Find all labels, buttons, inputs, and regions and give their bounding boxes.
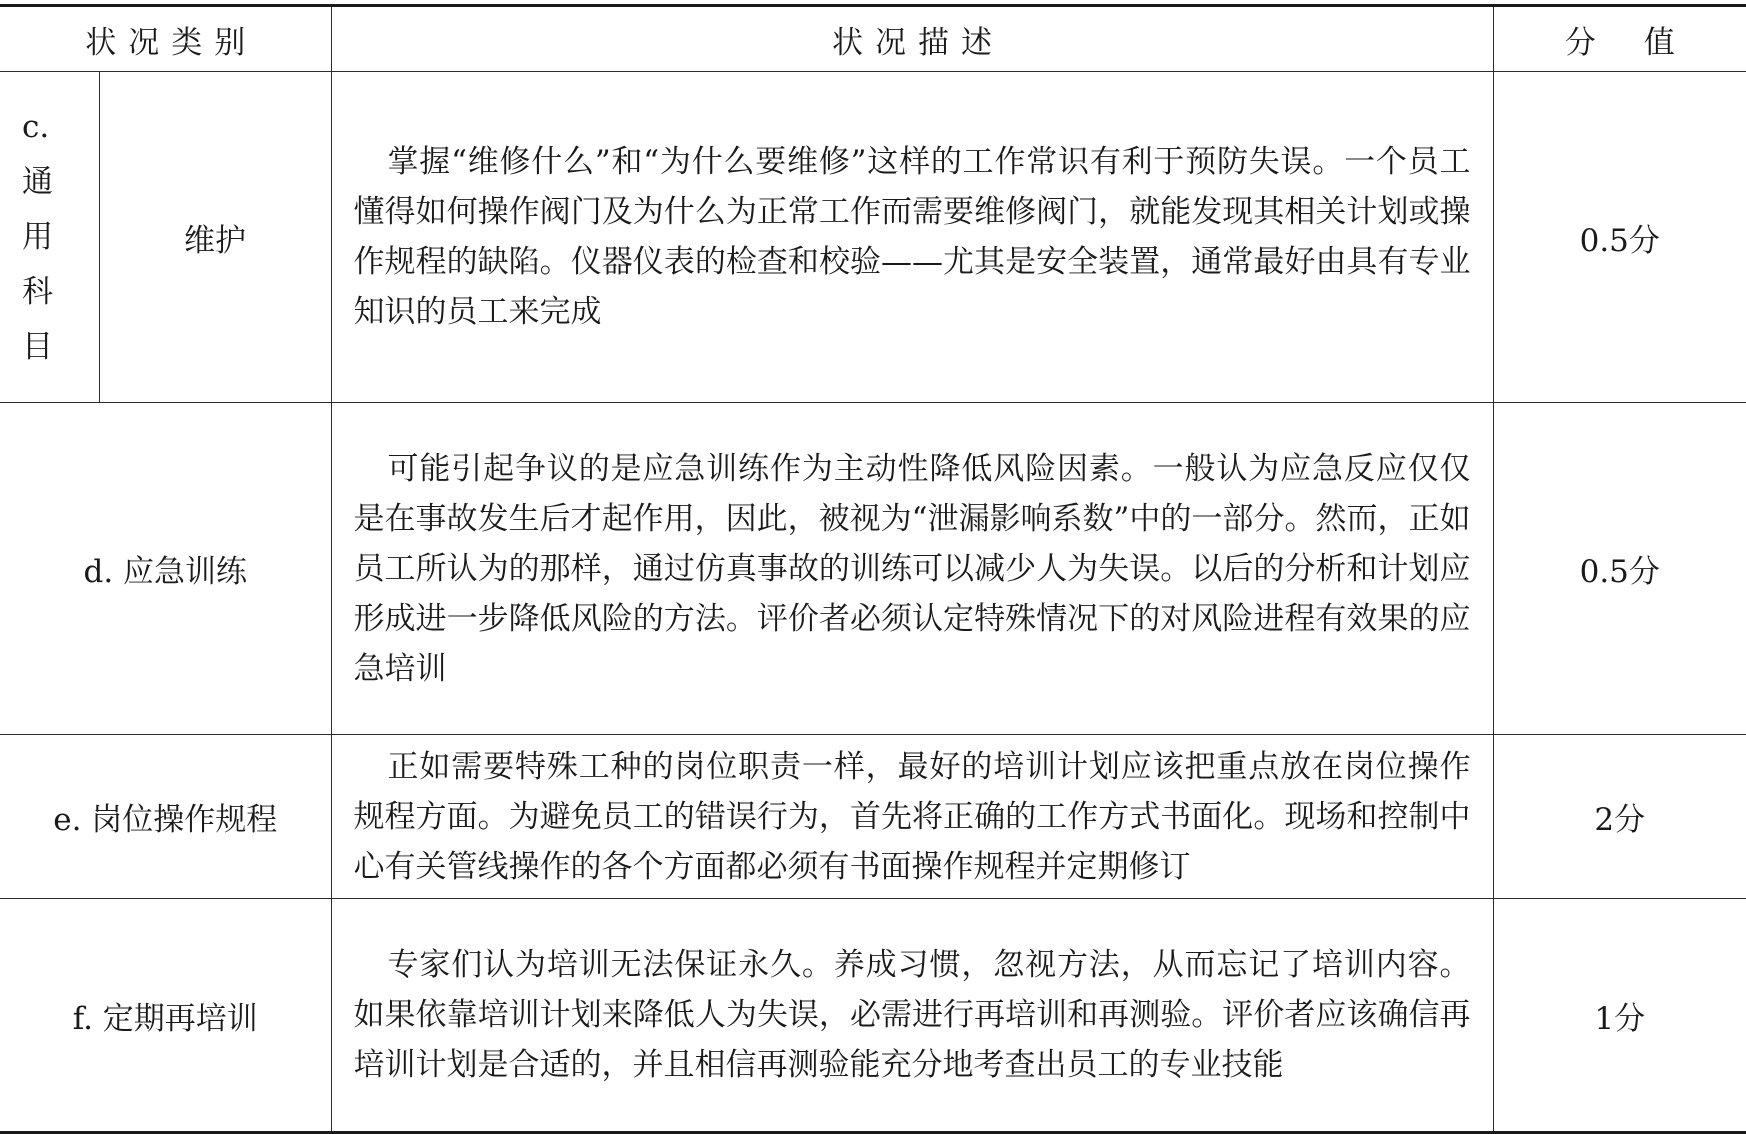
category-cell: 维护 bbox=[99, 72, 331, 403]
header-category: 状况类别 bbox=[0, 6, 331, 72]
scoring-table bbox=[0, 4, 1746, 1134]
description-cell: 正如需要特殊工种的岗位职责一样，最好的培训计划应该把重点放在岗位操作规程方面。为避免员工的错误行为，首先将正确的工作方式书面化。现场和控制中心有关管线操作的各个方面都必须有书面操作规程并定期修订 bbox=[331, 735, 1493, 899]
table-row bbox=[0, 72, 1746, 403]
description-cell: 专家们认为培训无法保证永久。养成习惯，忽视方法，从而忘记了培训内容。如果依靠培训计划来降低人为失误，必需进行再培训和再测验。评价者应该确信再培训计划是合适的，并且相信再测验能充分地考查出员工的专业技能 bbox=[331, 899, 1493, 1133]
category-cell: e. 岗位操作规程 bbox=[0, 735, 331, 899]
header-score: 分 值 bbox=[1493, 6, 1746, 72]
table-row bbox=[0, 899, 1746, 1133]
score-cell: 0.5分 bbox=[1493, 403, 1746, 735]
header-row bbox=[0, 6, 1746, 72]
category-cell: d. 应急训练 bbox=[0, 403, 331, 735]
table-row bbox=[0, 735, 1746, 899]
description-cell: 掌握“维修什么”和“为什么要维修”这样的工作常识有利于预防失误。一个员工懂得如何操作阀门及为什么为正常工作而需要维修阀门，就能发现其相关计划或操作规程的缺陷。仪器仪表的检查和校验——尤其是安全装置，通常最好由具有专业知识的员工来完成 bbox=[331, 72, 1493, 403]
category-cell: f. 定期再培训 bbox=[0, 899, 331, 1133]
table-row bbox=[0, 403, 1746, 735]
header-description: 状况描述 bbox=[331, 6, 1493, 72]
description-cell: 可能引起争议的是应急训练作为主动性降低风险因素。一般认为应急反应仅仅是在事故发生后才起作用，因此，被视为“泄漏影响系数”中的一部分。然而，正如员工所认为的那样，通过仿真事故的训练可以减少人为失误。以后的分析和计划应形成进一步降低风险的方法。评价者必须认定特殊情况下的对风险进程有效果的应急培训 bbox=[331, 403, 1493, 735]
group-label: c.通用科目 bbox=[0, 72, 99, 403]
score-cell: 0.5分 bbox=[1493, 72, 1746, 403]
score-cell: 1分 bbox=[1493, 899, 1746, 1133]
score-cell: 2分 bbox=[1493, 735, 1746, 899]
